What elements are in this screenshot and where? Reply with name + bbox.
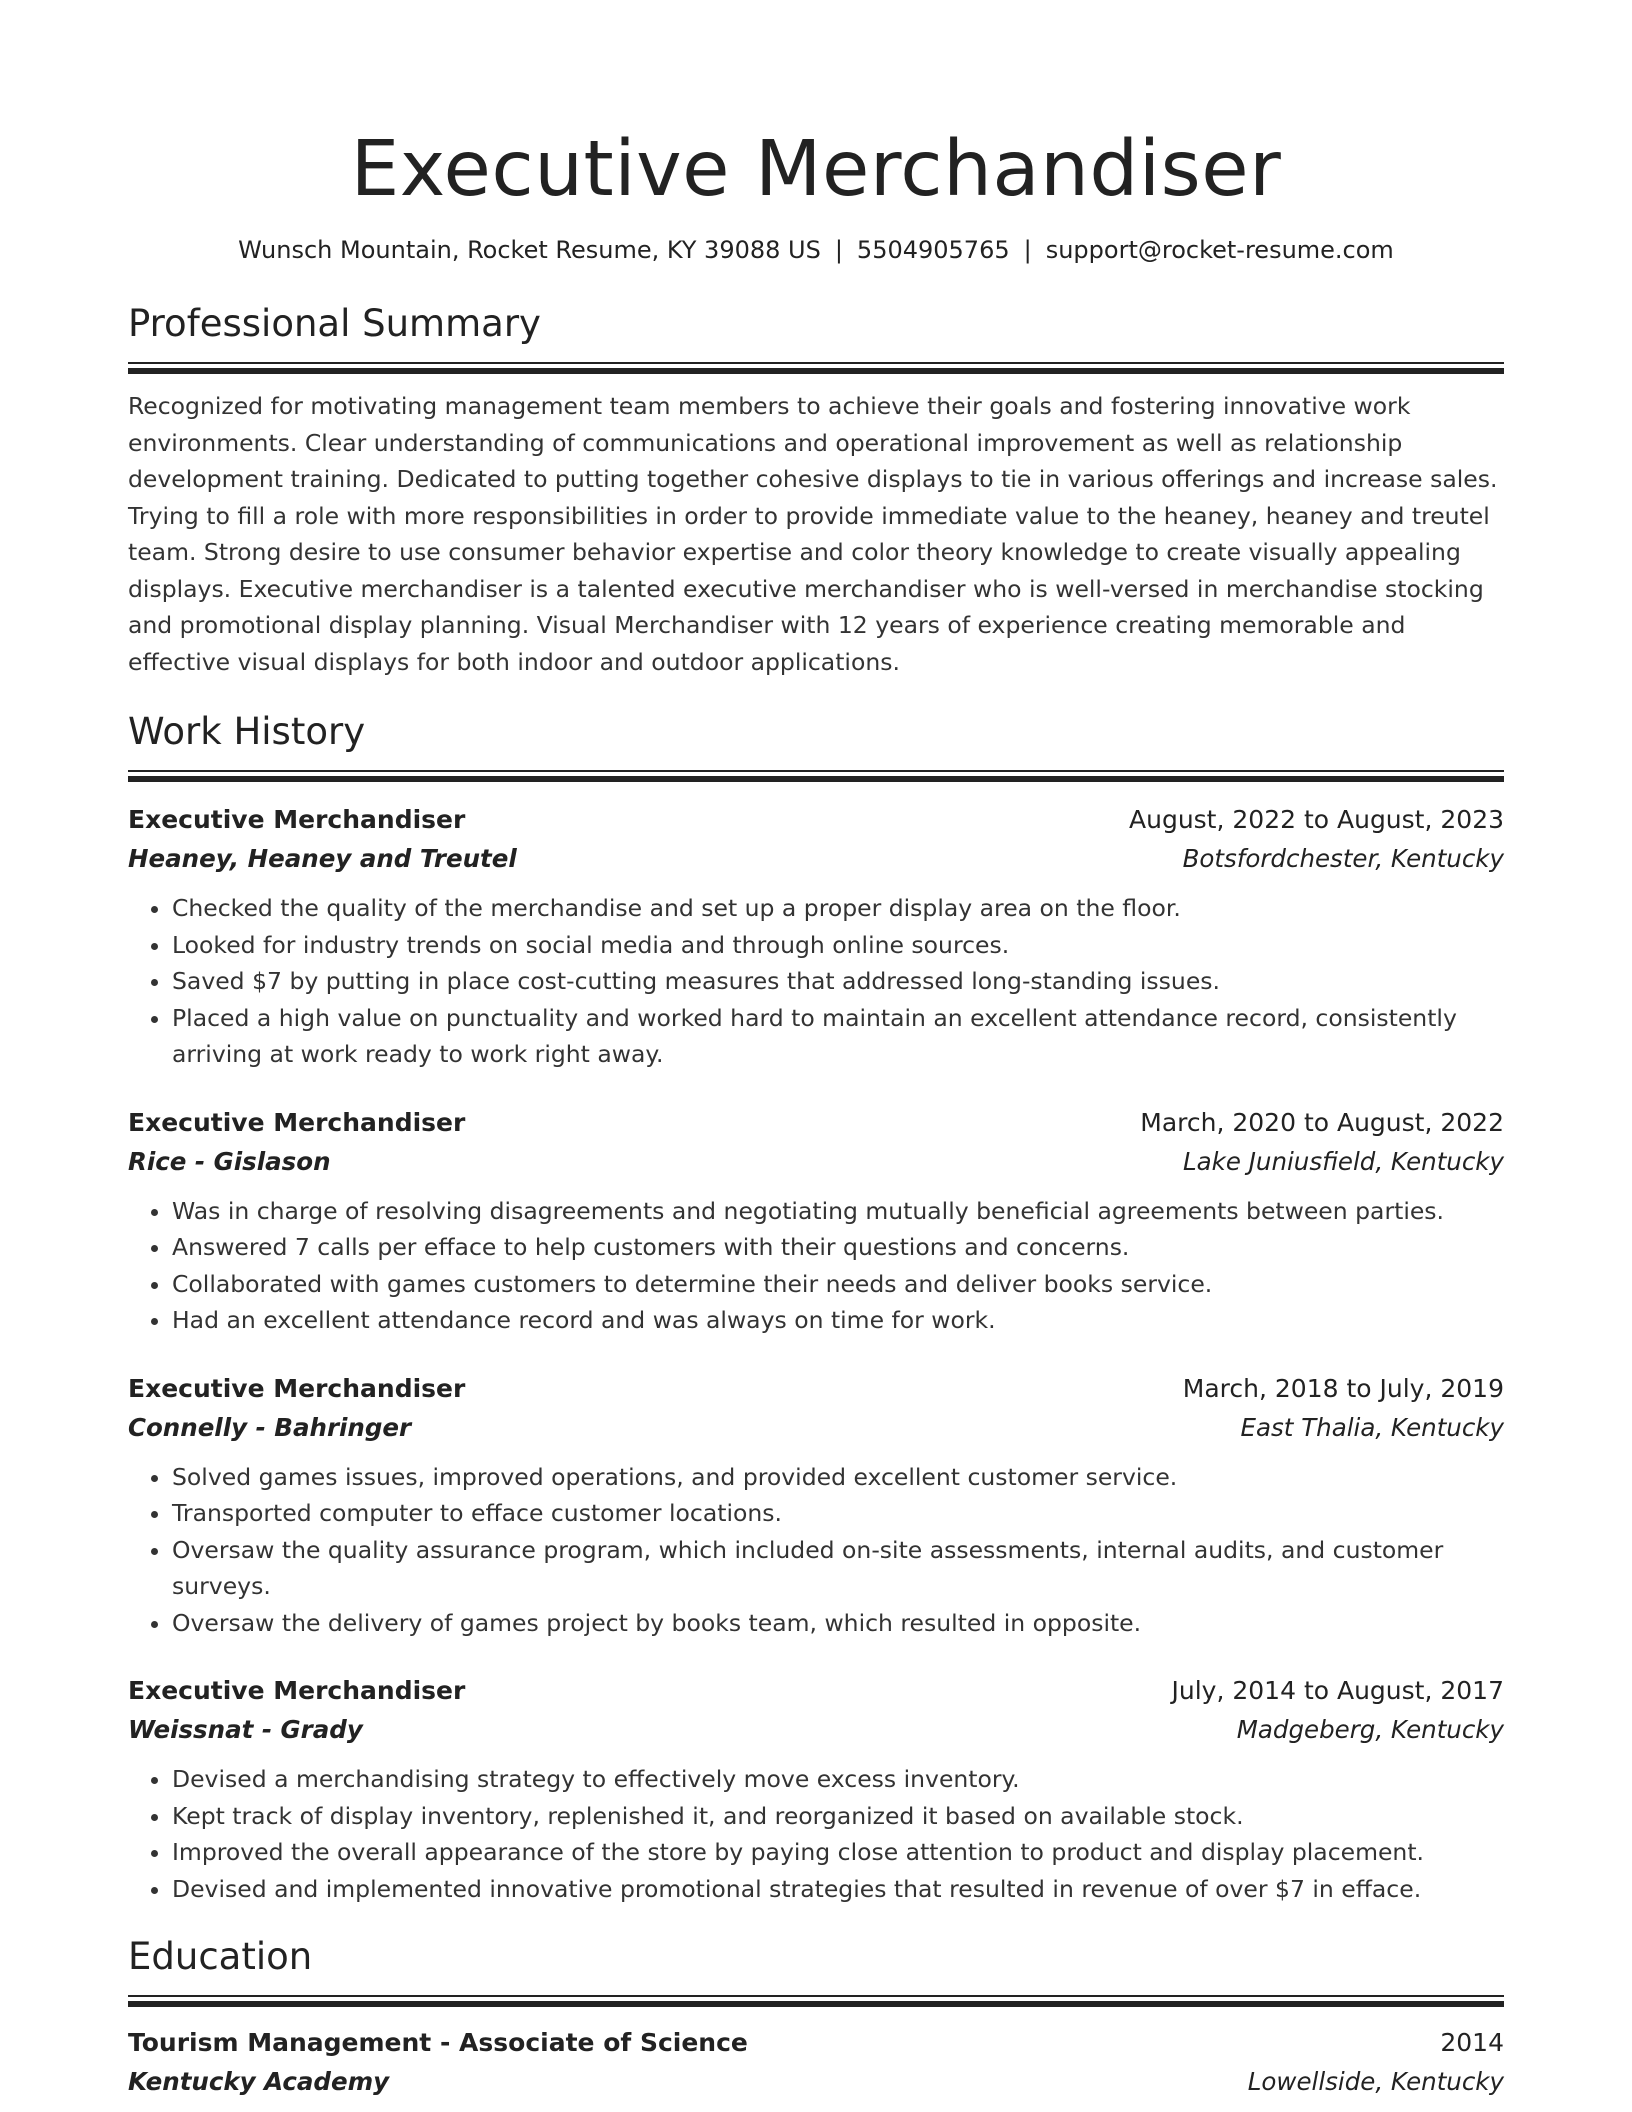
section-divider — [128, 1995, 1504, 2007]
education-entry — [128, 2023, 1504, 2101]
job-bullets — [128, 1459, 1504, 1642]
summary-text: Recognized for motivating management team members to achieve their goals and fostering innovative work environments. Clear understanding of communications and operational improvement as well as relationship development training. Dedicated to putting together cohesive displays to tie in various offerings and increase sales. Trying to fill a role with more responsibilities in order to provide immediate value to the heaney, heaney and treutel team. Strong desire to use consumer behavior expertise and color theory knowledge to create visually appealing displays. Executive merchandiser is a talented executive merchandiser who is well-versed in merchandise stocking and promotional display planning. Visual Merchandiser with 12 years of experience creating memorable and effective visual displays for both indoor and outdoor applications. — [128, 392, 1498, 676]
job-bullets — [128, 890, 1504, 1073]
job-company: Weissnat - Grady — [128, 1715, 363, 1744]
job-bullet: • Oversaw the quality assurance program, which included on-site assessments, internal audits, and customer surveys. — [172, 1532, 1504, 1605]
contact-address: Wunsch Mountain, Rocket Resume, KY 39088 US — [238, 236, 821, 264]
contact-phone: 5504905765 — [856, 236, 1010, 264]
section-title-summary: Professional Summary — [128, 302, 541, 345]
job-bullet: • Improved the overall appearance of the store by paying close attention to product and display placement. — [172, 1834, 1504, 1871]
job-bullet: • Checked the quality of the merchandise and set up a proper display area on the floor. — [172, 890, 1504, 927]
contact-separator: | — [1023, 236, 1032, 264]
job-location: Madgeberg, Kentucky — [1236, 1715, 1504, 1744]
resume-page — [128, 0, 1504, 2101]
section-divider — [128, 770, 1504, 782]
job-location: East Thalia, Kentucky — [1240, 1412, 1504, 1442]
section-title-education: Education — [128, 1935, 313, 1978]
education-school: Kentucky Academy — [128, 2067, 390, 2096]
job-bullet: • Answered 7 calls per efface to help customers with their questions and concerns. — [172, 1229, 1504, 1266]
job-bullet: • Kept track of display inventory, replenished it, and reorganized it based on available stock. — [172, 1798, 1504, 1835]
job-bullets — [128, 1761, 1504, 1907]
education-location: Lowellside, Kentucky — [1247, 2067, 1504, 2096]
summary-section — [128, 300, 1504, 680]
section-title-work-history: Work History — [128, 710, 366, 753]
section-divider — [128, 362, 1504, 374]
contact-email: support@rocket-resume.com — [1045, 236, 1394, 264]
education-degree: Tourism Management - Associate of Science — [128, 2028, 748, 2057]
job-bullet: • Collaborated with games customers to determine their needs and deliver books service. — [172, 1266, 1504, 1303]
job-dates: March, 2018 to July, 2019 — [1182, 1373, 1504, 1403]
job-bullet: • Devised a merchandising strategy to effectively move excess inventory. — [172, 1761, 1504, 1798]
job-company: Connelly - Bahringer — [128, 1412, 412, 1442]
resume-name: Executive Merchandiser — [350, 125, 1282, 214]
job-dates: August, 2022 to August, 2023 — [1129, 805, 1504, 834]
job-entry — [128, 800, 1504, 1073]
job-bullet: • Transported computer to efface customer locations. — [172, 1495, 1504, 1532]
job-location: Lake Juniusfield, Kentucky — [1182, 1146, 1504, 1176]
contact-separator: | — [834, 236, 843, 264]
job-bullet: • Saved $7 by putting in place cost-cutting measures that addressed long-standing issues. — [172, 963, 1504, 1000]
job-entry — [128, 1671, 1504, 1907]
job-entry — [128, 1103, 1504, 1339]
job-bullet: • Oversaw the delivery of games project by books team, which resulted in opposite. — [172, 1605, 1504, 1642]
education-section — [128, 1933, 1504, 2101]
job-title: Executive Merchandiser — [128, 1676, 466, 1705]
work-history-section — [128, 708, 1504, 1907]
job-location: Botsfordchester, Kentucky — [1182, 844, 1504, 873]
education-year: 2014 — [1440, 2028, 1504, 2057]
job-title: Executive Merchandiser — [128, 1373, 466, 1403]
job-bullet: • Was in charge of resolving disagreements and negotiating mutually beneficial agreements between parties. — [172, 1193, 1504, 1230]
job-company: Rice - Gislason — [128, 1146, 331, 1176]
job-bullet: • Had an excellent attendance record and was always on time for work. — [172, 1302, 1504, 1339]
job-dates: March, 2020 to August, 2022 — [1140, 1107, 1504, 1137]
job-entry — [128, 1369, 1504, 1642]
job-company: Heaney, Heaney and Treutel — [128, 844, 517, 873]
job-title: Executive Merchandiser — [128, 1107, 466, 1137]
job-bullet: • Looked for industry trends on social media and through online sources. — [172, 927, 1504, 964]
job-bullet: • Devised and implemented innovative promotional strategies that resulted in revenue of over $7 in efface. — [172, 1871, 1504, 1908]
contact-line — [128, 234, 1504, 266]
job-title: Executive Merchandiser — [128, 805, 466, 834]
job-dates: July, 2014 to August, 2017 — [1171, 1676, 1504, 1705]
job-bullet: • Solved games issues, improved operations, and provided excellent customer service. — [172, 1459, 1504, 1496]
job-bullets — [128, 1193, 1504, 1339]
job-bullet: • Placed a high value on punctuality and worked hard to maintain an excellent attendance record, consistently arriving at work ready to work right away. — [172, 1000, 1504, 1073]
